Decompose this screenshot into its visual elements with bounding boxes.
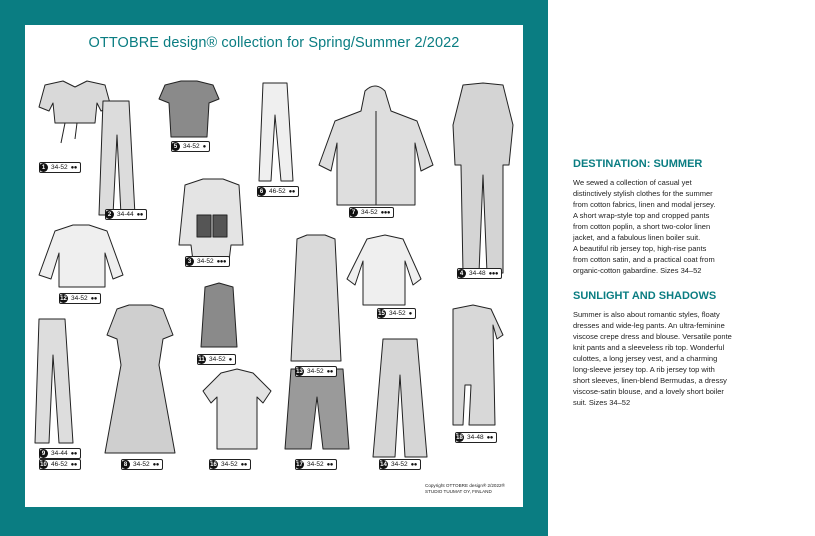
- copyright-note: Copyright OTTOBRE design® 2/2022® STUDIO TUUMAT OY, FINLAND: [425, 483, 505, 494]
- size-label-12: 12 34-52 ●●: [59, 293, 101, 304]
- size-label-2: 2 34-44 ●●: [105, 209, 147, 220]
- section-heading-destination-summer: DESTINATION: SUMMER: [573, 158, 703, 170]
- garment-3-jacket: [179, 179, 243, 261]
- size-label-7: 7 34-52 ●●●: [349, 207, 394, 218]
- size-label-18: 18 34-48 ●●: [455, 432, 497, 443]
- size-label-9: 9 34-44 ●●: [39, 448, 81, 459]
- size-label-15: 15 34-52 ●: [377, 308, 416, 319]
- size-label-5: 5 34-52 ●: [171, 141, 210, 152]
- section-heading-sunlight-and-shadows: SUNLIGHT AND SHADOWS: [573, 290, 717, 302]
- garment-15-top: [347, 235, 421, 305]
- catalog-title: OTTOBRE design® collection for Spring/Summer 2/2022: [88, 35, 460, 51]
- garment-4-boiler-suit: [453, 83, 513, 273]
- garment-11-top: [201, 283, 237, 347]
- garment-17-bermudas: [285, 369, 349, 449]
- size-label-10: 10 46-52 ●●: [39, 459, 81, 470]
- garment-12-blouse: [39, 225, 123, 287]
- garment-14-pants: [373, 339, 427, 457]
- size-label-1: 1 34-52 ●●: [39, 162, 81, 173]
- size-label-13: 13 34-52 ●●: [295, 366, 337, 377]
- size-label-3: 3 34-52 ●●●: [185, 256, 230, 267]
- size-label-11: 11 34-52 ●: [197, 354, 236, 365]
- garment-1-wrap-top: [39, 81, 111, 143]
- garment-16-shirt: [203, 369, 271, 449]
- garment-6-pants: [259, 83, 293, 181]
- section-body-destination-summer: We sewed a collection of casual yet distinctively stylish clothes for the summer from cotton fabrics, linen and modal jersey. A short wrap-style top and cropped pants from cotton poplin, a short two-color linen jacket, and a fabulous linen boiler suit. A beautiful rib jersey top, high-rise pants from cotton satin, and a practical coat from organic-cotton gabardine. Sizes 34–52: [573, 178, 716, 275]
- section-body-sunlight-and-shadows: Summer is also about romantic styles, floaty dresses and wide-leg pants. An ultra-feminine viscose crepe dress and blouse. Versatile ponte knit pants and a sleeveless rib top. Wonderful culottes, a long jersey vest, and a charming long-sleeve jersey top. A rib jersey top with short sleeves, linen-blend Bermudas, a dressy viscose-satin blouse, and a lovely short boiler suit. Sizes 34–52: [573, 310, 732, 407]
- size-label-17: 17 34-52 ●●: [295, 459, 337, 470]
- catalog-page: [25, 25, 523, 507]
- description-panel: [573, 158, 773, 408]
- garment-2-pants: [99, 101, 135, 215]
- garment-8-dress: [105, 305, 175, 453]
- size-label-16: 16 34-52 ●●: [209, 459, 251, 470]
- garment-9-pants: [35, 319, 73, 443]
- size-label-4: 4 34-48 ●●●: [457, 268, 502, 279]
- garment-5-top: [159, 81, 219, 137]
- garment-illustrations: [25, 25, 523, 507]
- garment-7-coat: [319, 86, 433, 205]
- garment-18-boiler-suit: [453, 305, 503, 425]
- size-label-6: 6 46-52 ●●: [257, 186, 299, 197]
- garment-13-vest: [291, 235, 341, 361]
- size-label-14: 14 34-52 ●●: [379, 459, 421, 470]
- size-label-8: 8 34-52 ●●: [121, 459, 163, 470]
